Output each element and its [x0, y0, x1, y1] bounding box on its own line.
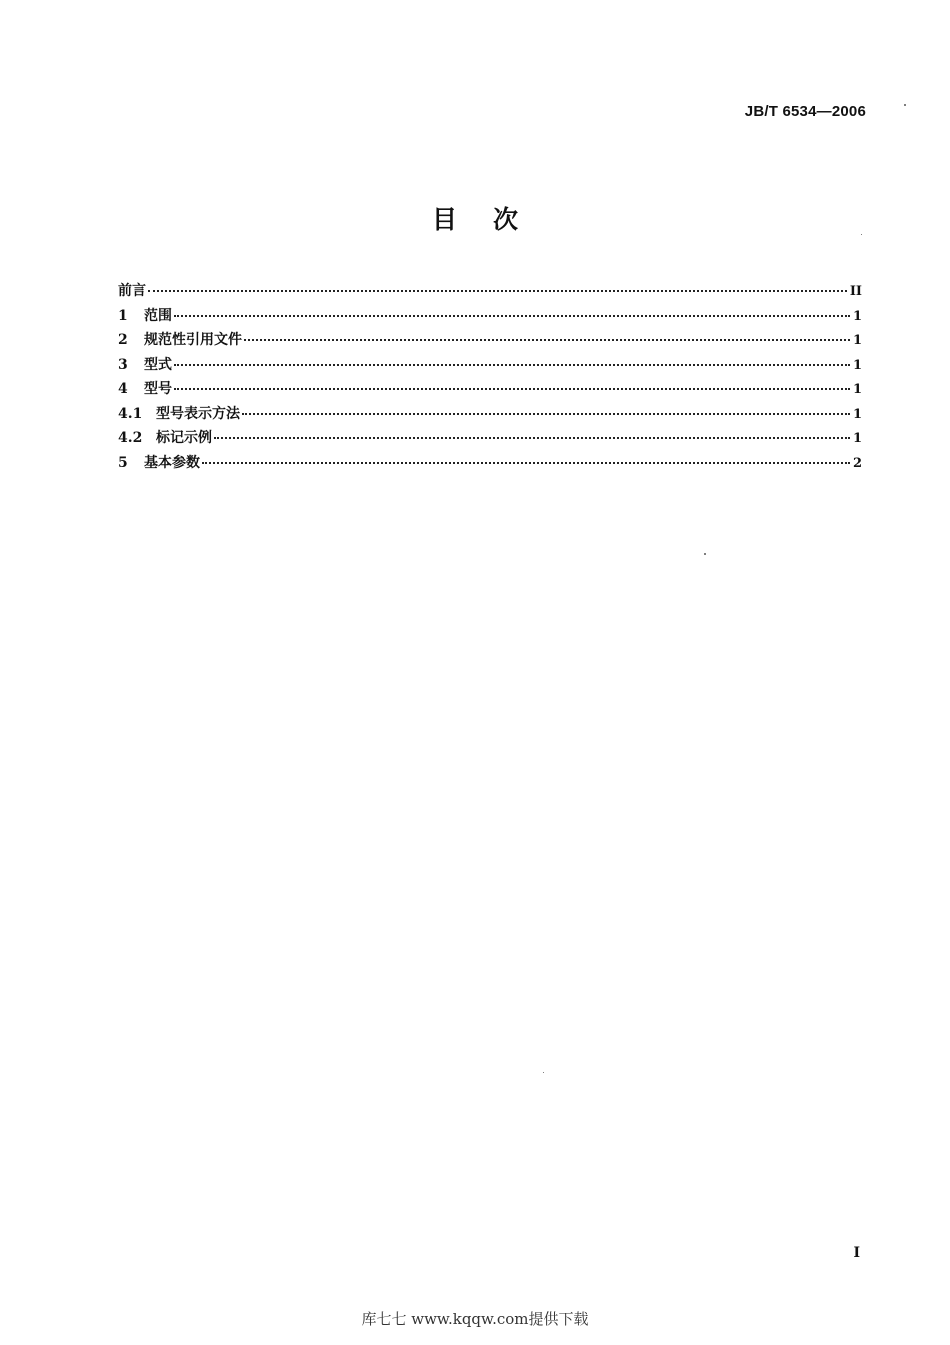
toc-entry-scope[interactable] — [118, 305, 862, 330]
toc-entry-label: 标记示例 — [156, 430, 212, 446]
toc-entry-type[interactable] — [118, 354, 862, 379]
standard-code: JB/T 6534—2006 — [744, 103, 866, 120]
toc-entry-page: II — [849, 284, 862, 299]
toc-entry-model-notation[interactable] — [118, 403, 862, 428]
dot-leader — [174, 364, 850, 366]
dot-leader — [242, 413, 850, 415]
toc-entry-label: 范围 — [144, 307, 172, 324]
toc-entry-number: 3 — [118, 356, 128, 373]
toc-entry-page: 1 — [852, 382, 862, 397]
footer-credit: 库七七 www.kqqw.com提供下载 — [361, 1310, 589, 1328]
toc-entry-label: 前言 — [118, 283, 146, 299]
scan-speck — [704, 553, 706, 555]
toc-entry-number: 4.2 — [118, 430, 143, 446]
toc-entry-label: 基本参数 — [144, 454, 200, 471]
toc-entry-number: 5 — [118, 454, 128, 471]
dot-leader — [148, 290, 847, 292]
toc-entry-model[interactable] — [118, 378, 862, 403]
toc-entry-page: 1 — [852, 333, 862, 348]
toc-entry-label: 规范性引用文件 — [144, 332, 242, 348]
table-of-contents — [118, 280, 862, 476]
toc-entry-label: 型号 — [144, 381, 172, 397]
scan-speck — [861, 234, 862, 235]
toc-entry-page: 1 — [852, 308, 862, 324]
page-title: 目次 — [431, 205, 554, 234]
toc-entry-number: 4 — [118, 381, 128, 397]
toc-entry-number: 2 — [118, 332, 128, 348]
scan-speck — [543, 1072, 544, 1073]
toc-entry-foreword[interactable] — [118, 280, 862, 305]
toc-entry-normative-references[interactable] — [118, 329, 862, 354]
toc-entry-page: 1 — [852, 431, 862, 446]
dot-leader — [174, 315, 850, 317]
toc-entry-marking-example[interactable] — [118, 427, 862, 452]
toc-entry-page: 2 — [852, 455, 862, 471]
toc-entry-page: 1 — [852, 357, 862, 373]
toc-entry-label: 型号表示方法 — [156, 405, 240, 422]
dot-leader — [244, 339, 850, 341]
dot-leader — [174, 388, 850, 390]
dot-leader — [214, 437, 850, 439]
scan-speck — [904, 104, 906, 106]
dot-leader — [202, 462, 850, 464]
toc-entry-page: 1 — [852, 406, 862, 422]
toc-entry-number: 1 — [118, 307, 128, 324]
toc-entry-label: 型式 — [144, 356, 172, 373]
toc-entry-number: 4.1 — [118, 405, 143, 422]
toc-entry-basic-parameters[interactable] — [118, 452, 862, 477]
page-number: I — [853, 1245, 860, 1261]
